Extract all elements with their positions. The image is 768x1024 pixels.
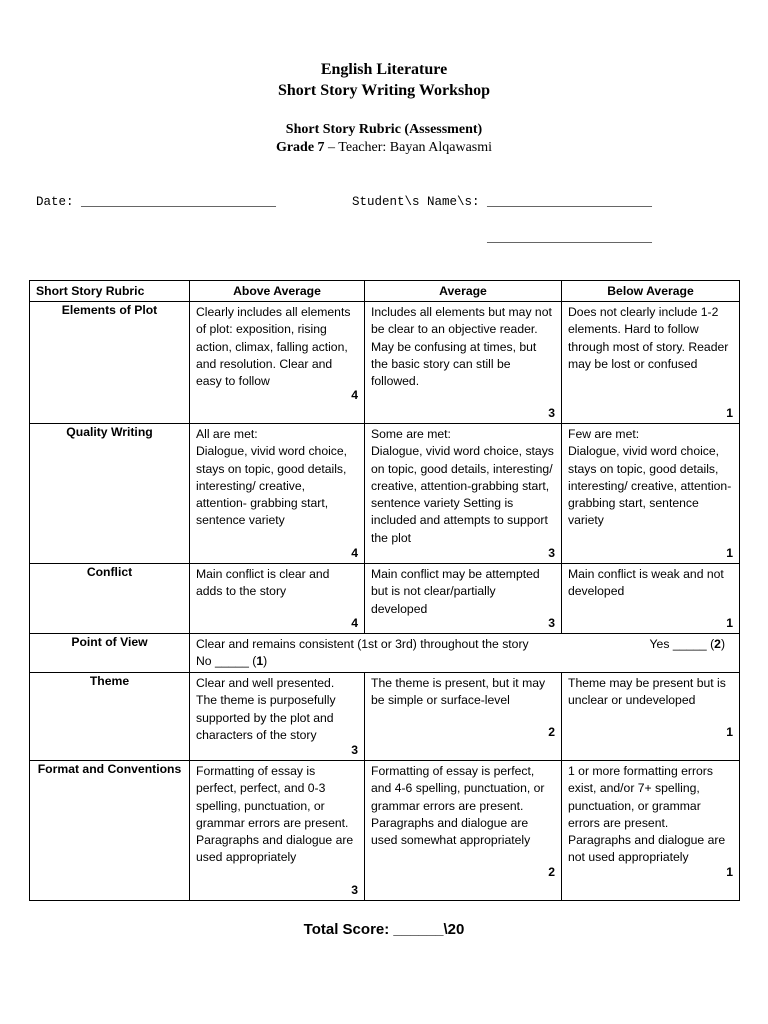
criterion-theme: Theme bbox=[30, 673, 190, 761]
header-above-average: Above Average bbox=[190, 281, 365, 302]
header-below-average: Below Average bbox=[562, 281, 740, 302]
quality-above-cell bbox=[190, 424, 365, 564]
pov-no-score: 1 bbox=[256, 654, 264, 669]
format-average-cell bbox=[365, 761, 562, 901]
quality-above-score: 4 bbox=[351, 545, 358, 560]
format-below-cell bbox=[562, 761, 740, 901]
pov-yes-score: 2 bbox=[714, 637, 721, 651]
pov-yes-close: ) bbox=[720, 637, 725, 651]
plot-above-cell bbox=[190, 302, 365, 424]
plot-below-score: 1 bbox=[726, 405, 733, 420]
criterion-point-of-view: Point of View bbox=[30, 634, 190, 673]
theme-above-cell bbox=[190, 673, 365, 761]
quality-average-cell bbox=[365, 424, 562, 564]
plot-average-cell bbox=[365, 302, 562, 424]
student-name-field-line2: ______________________ bbox=[487, 231, 653, 245]
pov-text: Clear and remains consistent (1st or 3rd) throughout the story bbox=[196, 637, 529, 651]
theme-average-score: 2 bbox=[548, 724, 555, 739]
quality-average-score: 3 bbox=[548, 545, 555, 560]
pov-no-label: No _____ ( bbox=[196, 654, 257, 669]
quality-below-score: 1 bbox=[726, 545, 733, 560]
format-above-score: 3 bbox=[351, 882, 358, 897]
workshop-title: Short Story Writing Workshop bbox=[277, 82, 491, 99]
quality-below-intro: Few are met: bbox=[568, 427, 640, 441]
theme-below-text: Theme may be present but is unclear or undeveloped bbox=[568, 676, 726, 708]
format-average-text: Formatting of essay is perfect, and 4-6 spelling, punctuation, or grammar errors are present. Paragraphs and dialogue are used somewhat appropriately bbox=[371, 764, 545, 848]
student-name-field: Student\s Name\s: ______________________ bbox=[352, 195, 653, 209]
table-header-row bbox=[30, 281, 740, 302]
subject-title: English Literature bbox=[320, 61, 448, 78]
quality-above-intro: All are met: bbox=[196, 427, 258, 441]
pov-cell bbox=[190, 634, 740, 673]
table-row bbox=[30, 634, 740, 673]
plot-average-score: 3 bbox=[548, 405, 555, 420]
format-below-text: 1 or more formatting errors exist, and/or 7+ spelling, punctuation, or grammar errors are present. Paragraphs and dialogue are not used appropriately bbox=[568, 764, 726, 865]
format-below-score: 1 bbox=[726, 864, 733, 879]
plot-above-text: Clearly includes all elements of plot: exposition, rising action, climax, falling action, and resolution. Clear and easy to follow bbox=[196, 305, 351, 389]
total-score: Total Score: ______\20 bbox=[303, 921, 465, 938]
quality-above-text: Dialogue, vivid word choice, stays on topic, good details, interesting/ creative, attention- grabbing start, sentence variety bbox=[196, 444, 348, 528]
pov-no-line bbox=[196, 653, 733, 670]
criterion-quality-writing: Quality Writing bbox=[30, 424, 190, 564]
theme-average-cell bbox=[365, 673, 562, 761]
grade-label: Grade 7 bbox=[275, 140, 325, 155]
pov-no-close: ) bbox=[263, 654, 268, 669]
theme-below-score: 1 bbox=[726, 724, 733, 739]
date-field: Date: __________________________ bbox=[36, 195, 277, 209]
pov-yes-line bbox=[650, 636, 725, 653]
format-above-text: Formatting of essay is perfect, perfect, and 0-3 spelling, punctuation, or grammar errors are present. Paragraphs and dialogue are used appropriately bbox=[196, 764, 354, 865]
table-row bbox=[30, 302, 740, 424]
table-row bbox=[30, 761, 740, 901]
conflict-average-score: 3 bbox=[548, 615, 555, 630]
conflict-below-cell bbox=[562, 564, 740, 634]
pov-yes-label: Yes _____ ( bbox=[649, 637, 715, 651]
plot-average-text: Includes all elements but may not be clear to an objective reader. May be confusing at times, but the basic story can still be followed. bbox=[371, 305, 552, 389]
conflict-above-score: 4 bbox=[351, 615, 358, 630]
plot-above-score: 4 bbox=[351, 387, 358, 402]
header-average: Average bbox=[365, 281, 562, 302]
criterion-conflict: Conflict bbox=[30, 564, 190, 634]
quality-below-text: Dialogue, vivid word choice, stays on topic, good details, interesting/ creative, attention-grabbing start, sentence variety bbox=[568, 444, 732, 528]
conflict-above-text: Main conflict is clear and adds to the story bbox=[196, 567, 330, 599]
rubric-table bbox=[29, 280, 740, 901]
theme-above-score: 3 bbox=[351, 742, 358, 757]
quality-average-intro: Some are met: bbox=[371, 427, 451, 441]
table-row bbox=[30, 673, 740, 761]
grade-teacher-line bbox=[0, 139, 768, 156]
conflict-below-text: Main conflict is weak and not developed bbox=[568, 567, 724, 599]
theme-average-text: The theme is present, but it may be simple or surface-level bbox=[371, 676, 546, 708]
quality-below-cell bbox=[562, 424, 740, 564]
criterion-format-and-conventions: Format and Conventions bbox=[30, 761, 190, 901]
quality-average-text: Dialogue, vivid word choice, stays on topic, good details, interesting/ creative, attention-grabbing start, sentence variety Setting is included and attempts to support the plot bbox=[371, 444, 554, 545]
teacher-label: – Teacher: Bayan Alqawasmi bbox=[328, 140, 493, 155]
format-average-score: 2 bbox=[548, 864, 555, 879]
conflict-average-cell bbox=[365, 564, 562, 634]
header-criteria: Short Story Rubric bbox=[30, 281, 190, 302]
plot-below-cell bbox=[562, 302, 740, 424]
conflict-below-score: 1 bbox=[726, 615, 733, 630]
theme-above-text: Clear and well presented. The theme is purposefully supported by the plot and characters of the story bbox=[196, 676, 336, 742]
rubric-title: Short Story Rubric (Assessment) bbox=[285, 122, 483, 137]
conflict-average-text: Main conflict may be attempted but is not clear/partially developed bbox=[371, 567, 540, 616]
table-row bbox=[30, 564, 740, 634]
conflict-above-cell bbox=[190, 564, 365, 634]
table-row bbox=[30, 424, 740, 564]
theme-below-cell bbox=[562, 673, 740, 761]
format-above-cell bbox=[190, 761, 365, 901]
plot-below-text: Does not clearly include 1-2 elements. Hard to follow through most of story. Reader may be lost or confused bbox=[568, 305, 729, 371]
criterion-elements-of-plot: Elements of Plot bbox=[30, 302, 190, 424]
